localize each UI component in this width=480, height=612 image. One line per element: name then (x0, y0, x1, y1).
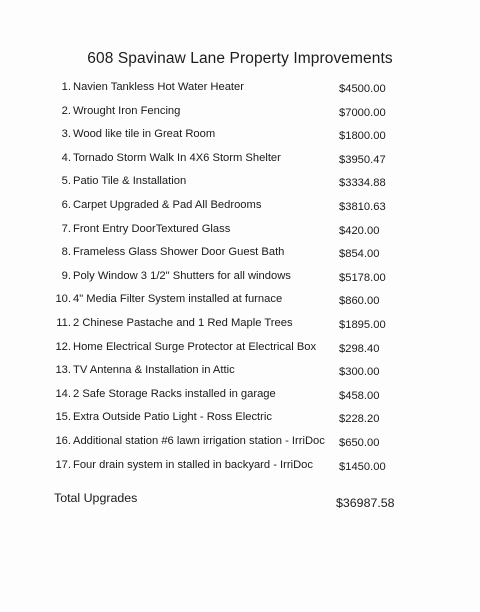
item-price: $458.00 (339, 389, 380, 402)
item-number: 11. (56, 316, 71, 329)
item-price: $3950.47 (339, 153, 386, 166)
item-description: 4" Media Filter System installed at furnace (73, 293, 283, 306)
list-item (0, 78, 480, 102)
item-number: 2. (61, 104, 71, 117)
item-price: $7000.00 (339, 106, 386, 119)
list-item (0, 408, 480, 432)
item-number: 7. (61, 222, 71, 235)
item-number: 5. (61, 175, 71, 188)
list-item (0, 432, 480, 456)
item-description: 2 Chinese Pastache and 1 Red Maple Trees (73, 316, 293, 329)
item-price: $3810.63 (339, 200, 386, 213)
item-description: Frameless Glass Shower Door Guest Bath (73, 246, 285, 259)
item-price: $1800.00 (339, 130, 386, 143)
item-price: $420.00 (339, 224, 380, 237)
item-description: TV Antenna & Installation in Attic (73, 364, 235, 377)
list-item (0, 125, 480, 149)
item-description: Carpet Upgraded & Pad All Bedrooms (73, 198, 262, 211)
item-price: $860.00 (339, 295, 380, 308)
list-item (0, 220, 480, 244)
item-description: Poly Window 3 1/2" Shutters for all windows (73, 269, 291, 282)
item-number: 3. (61, 128, 71, 141)
item-number: 8. (61, 246, 71, 259)
page-title: 608 Spavinaw Lane Property Improvements (87, 50, 393, 67)
item-price: $854.00 (339, 248, 380, 261)
item-description: Home Electrical Surge Protector at Electrical Box (73, 340, 317, 353)
item-price: $4500.00 (339, 83, 386, 95)
item-number: 6. (61, 198, 71, 211)
item-price: $1895.00 (339, 318, 386, 331)
list-item (0, 361, 480, 385)
item-price: $228.20 (339, 413, 380, 426)
item-price: $5178.00 (339, 271, 386, 284)
list-item (0, 267, 480, 291)
item-number: 12. (55, 340, 71, 353)
item-description: Front Entry DoorTextured Glass (73, 222, 231, 235)
item-description: Tornado Storm Walk In 4X6 Storm Shelter (73, 151, 281, 164)
item-description: Extra Outside Patio Light - Ross Electric (73, 411, 272, 424)
list-item (0, 456, 480, 480)
total-value: $36987.58 (336, 496, 395, 510)
item-number: 9. (61, 269, 71, 282)
item-description: Wood like tile in Great Room (73, 128, 216, 141)
item-number: 1. (61, 81, 71, 93)
item-description: 2 Safe Storage Racks installed in garage (73, 387, 276, 400)
total-row (0, 488, 480, 510)
list-item (0, 314, 480, 338)
item-description: Additional station #6 lawn irrigation station - IrriDoc (73, 434, 325, 447)
total-label: Total Upgrades (54, 491, 138, 505)
list-item (0, 385, 480, 409)
item-description: Patio Tile & Installation (73, 175, 187, 188)
item-number: 17. (55, 458, 71, 471)
list-item (0, 290, 480, 314)
item-price: $3334.88 (339, 177, 386, 190)
item-price: $650.00 (339, 436, 380, 449)
item-number: 13. (55, 364, 71, 377)
item-price: $298.40 (339, 342, 380, 355)
list-item (0, 102, 480, 126)
list-item (0, 338, 480, 362)
item-number: 16. (55, 434, 71, 447)
item-description: Four drain system in stalled in backyard - IrriDoc (73, 458, 313, 471)
item-number: 4. (61, 151, 71, 164)
item-number: 15. (55, 411, 71, 424)
item-description: Navien Tankless Hot Water Heater (73, 81, 244, 93)
item-price: $1450.00 (339, 460, 386, 473)
item-description: Wrought Iron Fencing (73, 104, 181, 117)
item-number: 10. (55, 293, 71, 306)
list-item (0, 149, 480, 173)
list-item (0, 243, 480, 267)
improvement-list (0, 78, 480, 479)
item-price: $300.00 (339, 366, 380, 379)
list-item (0, 196, 480, 220)
item-number: 14. (55, 387, 71, 400)
list-item (0, 172, 480, 196)
